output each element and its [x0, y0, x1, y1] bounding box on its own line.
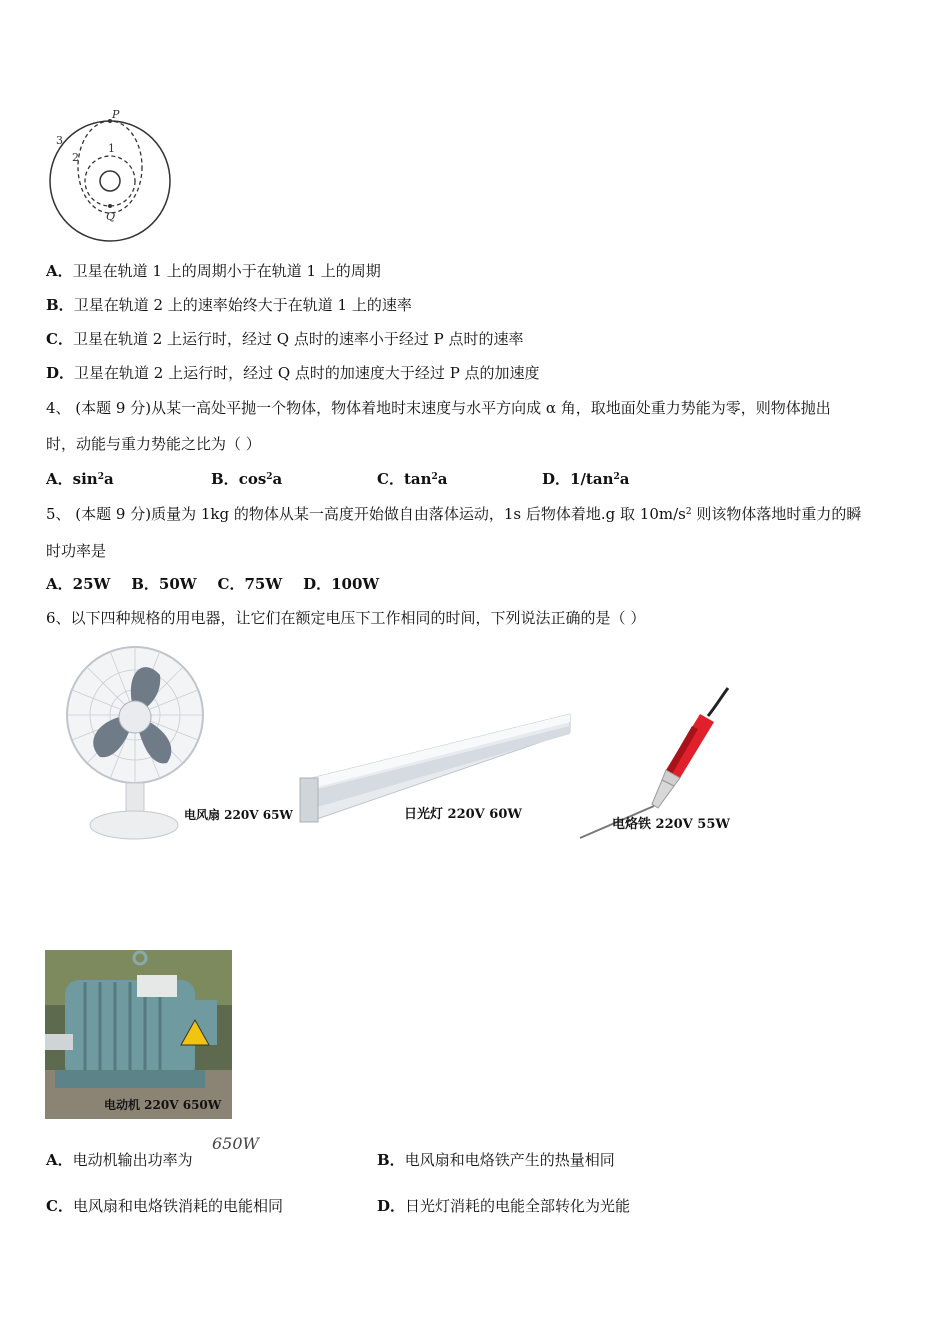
label-3: 3 — [56, 134, 63, 147]
q5-options: A．25W B．50W C．75W D．100W — [46, 575, 380, 593]
fan-caption: 电风扇 220V 65W — [184, 808, 293, 822]
q6-option-d: D．日光灯消耗的电能全部转化为光能 — [377, 1197, 631, 1215]
motor-caption: 电动机 220V 650W — [104, 1098, 222, 1112]
q4-option-b: B．$\cos^2a$ — [211, 470, 283, 488]
q4-option-a: A．$\sin^2a$ — [46, 470, 114, 488]
orbit-3 — [50, 121, 170, 241]
label-p: P — [112, 108, 120, 121]
q5-stem-line2: 时功率是 — [46, 542, 107, 560]
q3-option-d: D．卫星在轨道 2 上运行时，经过 Q 点时的加速度大于经过 P 点的加速度 — [46, 364, 540, 382]
q6-stem: 6、以下四种规格的用电器，让它们在额定电压下工作相同的时间，下列说法正确的是（ ） — [46, 609, 646, 627]
q4-option-d: D．$1/\tan^2a$ — [542, 470, 630, 488]
q3-option-b: B．卫星在轨道 2 上的速率始终大于在轨道 1 上的速率 — [46, 296, 412, 314]
q6-option-a: A．电动机输出功率为 — [46, 1151, 193, 1169]
label-1: 1 — [108, 142, 115, 155]
q6-option-c: C．电风扇和电烙铁消耗的电能相同 — [46, 1197, 283, 1215]
electric-motor-image — [45, 950, 232, 1119]
lamp-caption: 日光灯 220V 60W — [404, 807, 522, 822]
point-q-dot — [108, 204, 112, 208]
iron-caption: 电烙铁 220V 55W — [612, 817, 730, 832]
orbit-2 — [78, 121, 142, 213]
planet — [100, 171, 120, 191]
q4-option-c: C．$\tan^2a$ — [377, 470, 448, 488]
q6-option-b: B．电风扇和电烙铁产生的热量相同 — [377, 1151, 615, 1169]
orbit-1 — [85, 156, 135, 206]
q6-option-a-formula: 650W — [212, 1134, 259, 1153]
q3-option-a: A．卫星在轨道 1 上的周期小于在轨道 1 上的周期 — [46, 262, 381, 280]
q5-stem-line1: 5、 (本题 9 分)质量为 1kg 的物体从某一高度开始做自由落体运动，1s 后物体着地.g 取 $10m/s^2$ 则该物体落地时重力的瞬 — [46, 505, 862, 523]
label-2: 2 — [72, 151, 79, 164]
label-q: Q — [106, 210, 116, 223]
q4-stem-line1: 4、 (本题 9 分)从某一高处平抛一个物体，物体着地时末速度与水平方向成 α 角，取地面处重力势能为零，则物体抛出 — [46, 399, 831, 417]
q4-stem-line2: 时，动能与重力势能之比为（ ） — [46, 435, 261, 453]
orbit-diagram — [48, 100, 178, 245]
q3-option-c: C．卫星在轨道 2 上运行时，经过 Q 点时的速率小于经过 P 点时的速率 — [46, 330, 524, 348]
